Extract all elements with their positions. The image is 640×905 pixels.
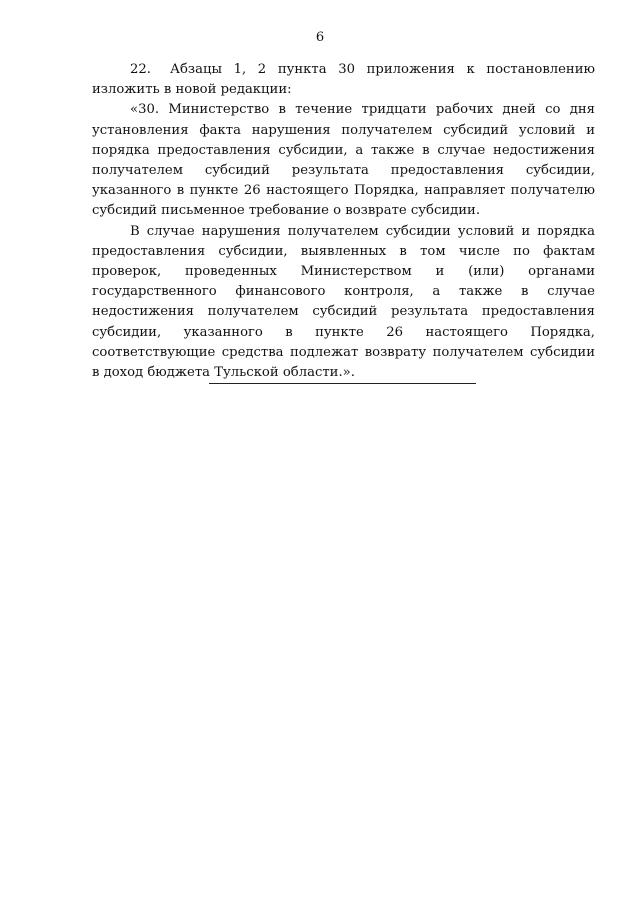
quote-paragraph-2: В случае нарушения получателем субсидии условий и порядка предоставления субсидии, выявленных в том числе по фактам проверок, проведенных Министерством и (или) органами государственного финансового контроля, а также в случае недостижения получателем субсидий результата предоставления субсидии, указанного в пункте 26 настоящего Порядка, соответствующие средства подлежат возврату получателем субсидии в доход бюджета Тульской области.». (92, 223, 595, 381)
page-number: 6 (315, 30, 325, 45)
item-text: Абзацы 1, 2 пункта 30 приложения к постановлению изложить в новой редакции: (92, 62, 595, 98)
end-divider-line (209, 383, 476, 384)
item-22-paragraph (92, 60, 595, 100)
item-number: 22. (130, 62, 151, 77)
document-body (92, 60, 595, 383)
quote-paragraph-1: «30. Министерство в течение тридцати рабочих дней со дня установления факта нарушения получателем субсидий условий и порядка предоставления субсидии, а также в случае недостижения получателем субсидий результата предоставления субсидии, указанного в пункте 26 настоящего Порядка, направляет получателю субсидий письменное требование о возврате субсидии. (92, 102, 595, 219)
